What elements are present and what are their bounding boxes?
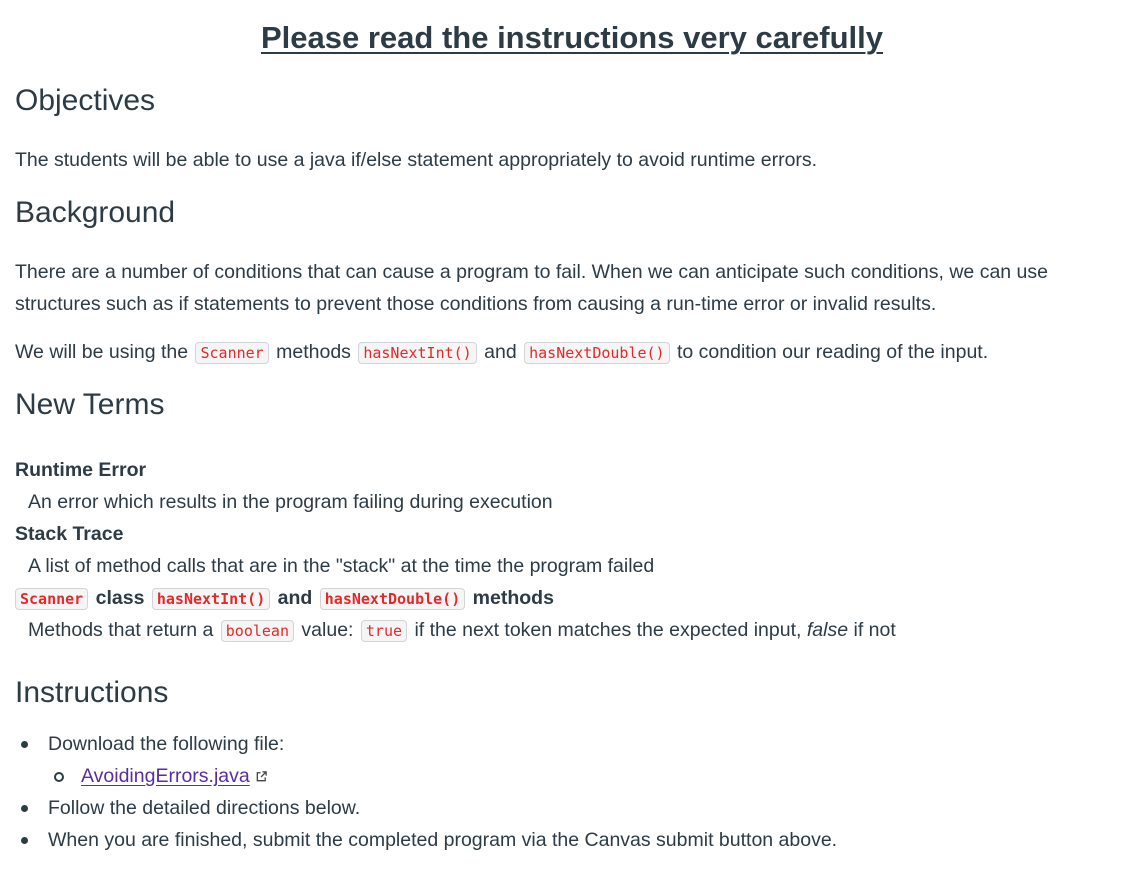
list-item-text: Download the following file:	[48, 733, 285, 755]
file-link-wrapper	[81, 760, 268, 792]
new-terms-heading: New Terms	[15, 388, 165, 421]
code-hasnextdouble: hasNextDouble()	[524, 342, 669, 364]
text-fragment: methods	[472, 587, 554, 609]
sub-bullet-icon	[54, 772, 64, 782]
code-hasnextint: hasNextInt()	[358, 342, 476, 364]
text-fragment: Methods that return a	[28, 619, 214, 641]
text-fragment: if the next token matches the expected input,	[414, 619, 802, 641]
list-item-text: When you are finished, submit the completed program via the Canvas submit button above.	[48, 829, 838, 851]
definition-runtime-error: An error which results in the program failing during execution	[28, 491, 553, 513]
file-link-avoidingerrors[interactable]: AvoidingErrors.java	[81, 765, 250, 787]
bullet-icon	[21, 837, 28, 844]
list-item	[15, 760, 1115, 792]
emphasis-false: false	[806, 619, 849, 641]
text-fragment: if not	[853, 619, 896, 641]
list-item	[15, 792, 1115, 824]
list-item	[15, 824, 1115, 856]
background-scanner-paragraph	[15, 336, 988, 369]
code-scanner: Scanner	[195, 342, 268, 364]
objectives-heading: Objectives	[15, 84, 156, 117]
instructions-heading: Instructions	[15, 676, 169, 709]
list-item-text: Follow the detailed directions below.	[48, 797, 361, 819]
text-fragment: and	[277, 587, 313, 609]
text-fragment: value:	[301, 619, 354, 641]
code-scanner: Scanner	[15, 588, 88, 610]
text-fragment: methods	[276, 341, 351, 363]
text-fragment: to condition our reading of the input.	[677, 341, 989, 363]
definition-scanner-methods	[28, 614, 896, 647]
code-hasnextint: hasNextInt()	[152, 588, 270, 610]
bullet-icon	[21, 805, 28, 812]
bullet-icon	[21, 741, 28, 748]
term-scanner-methods	[15, 582, 554, 615]
text-fragment: class	[95, 587, 145, 609]
list-item	[15, 728, 1115, 760]
term-stack-trace: Stack Trace	[15, 523, 124, 545]
code-hasnextdouble: hasNextDouble()	[320, 588, 465, 610]
page-title: Please read the instructions very carefully	[261, 20, 883, 55]
external-link-icon[interactable]	[255, 770, 268, 783]
code-boolean: boolean	[221, 620, 294, 642]
instructions-list	[15, 728, 1115, 856]
code-true: true	[361, 620, 407, 642]
background-heading: Background	[15, 196, 176, 229]
objectives-text: The students will be able to use a java if/else statement appropriately to avoid runtime errors.	[15, 149, 818, 171]
text-fragment: and	[484, 341, 517, 363]
text-fragment: We will be using the	[15, 341, 189, 363]
term-runtime-error: Runtime Error	[15, 459, 147, 481]
definition-stack-trace: A list of method calls that are in the "stack" at the time the program failed	[28, 555, 655, 577]
background-paragraph-line-1: There are a number of conditions that can cause a program to fail. When we can anticipate such conditions, we can use	[15, 261, 1048, 283]
background-paragraph-line-2: structures such as if statements to prevent those conditions from causing a run-time error or invalid results.	[15, 293, 937, 315]
